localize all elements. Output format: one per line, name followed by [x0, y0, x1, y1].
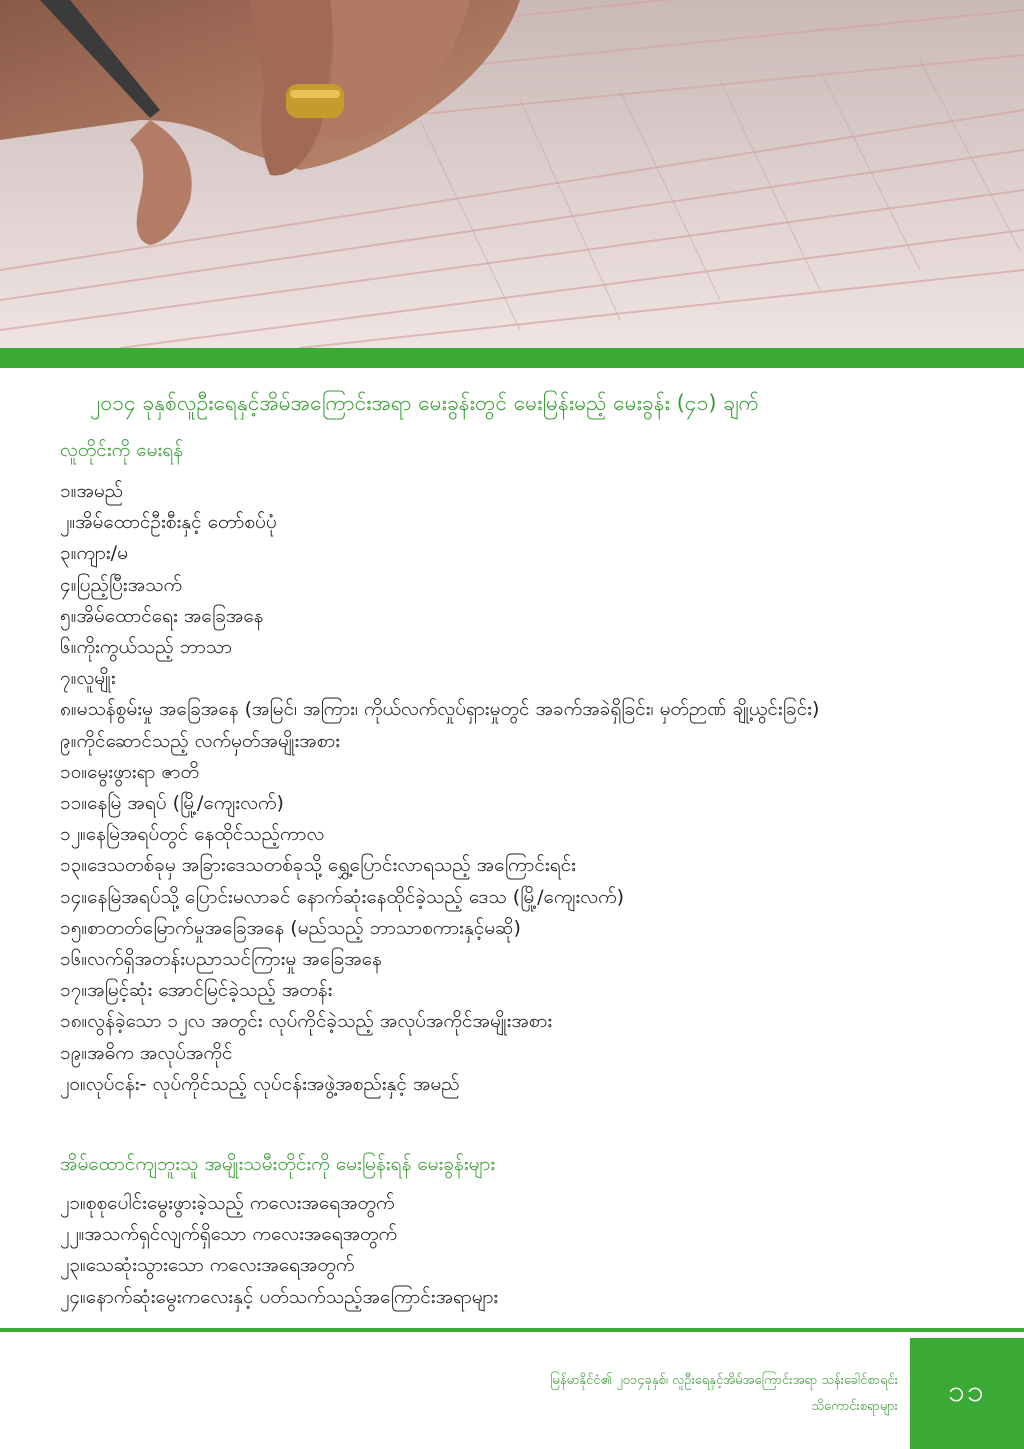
- list-item: ၂၄။ နောက်ဆုံးမွေးကလေးနှင့် ပတ်သက်သည့်အကြောင်းအရာများ: [60, 1285, 499, 1308]
- header-band: [0, 348, 1024, 368]
- list-item: ၆။ ကိုးကွယ်သည့် ဘာသာ: [60, 636, 232, 659]
- section-heading-everyone: လူတိုင်းကို မေးရန်: [60, 439, 184, 461]
- list-item: ၂၃။ သေဆုံးသွားသော ကလေးအရေအတွက်: [60, 1254, 355, 1277]
- list-item: ၂၀။ လုပ်ငန်း- လုပ်ကိုင်သည့် လုပ်ငန်းအဖွဲ့အစည်းနှင့် အမည်: [60, 1072, 460, 1095]
- list-item: ၁၇။ အမြင့်ဆုံး အောင်မြင်ခဲ့သည့် အတန်း: [60, 979, 333, 1002]
- list-item: ၇။ လူမျိုး: [60, 667, 116, 690]
- section-heading-women: အိမ်ထောင်ကျဘူးသူ အမျိုးသမီးတိုင်းကို မေးမြန်းရန် မေးခွန်းများ: [60, 1153, 496, 1175]
- list-item: ၁၃။ ဒေသတစ်ခုမှ အခြားဒေသတစ်ခုသို့ ရွှေ့ပြောင်းလာရသည့် အကြောင်းရင်း: [60, 854, 577, 877]
- footer-publication-subtitle: သိကောင်းစရာများ: [811, 1399, 898, 1414]
- page-number: ၁၁: [910, 1338, 1024, 1449]
- footer-publication-title: မြန်မာနိုင်ငံ၏ ၂၀၁၄ခုနှစ်၊ လူဦးရေနှင့်အိမ်အကြောင်းအရာ သန်းခေါင်စာရင်း: [550, 1373, 898, 1388]
- page-title: ၂၀၁၄ ခုနှစ်လူဦးရေနှင့်အိမ်အကြောင်းအရာ မေးခွန်းတွင် မေးမြန်းမည့် မေးခွန်း (၄၁) ချက်: [90, 391, 759, 415]
- list-item: ၄။ ပြည့်ပြီးအသက်: [60, 573, 183, 596]
- list-item: ၉။ ကိုင်ဆောင်သည့် လက်မှတ်အမျိုးအစား: [60, 729, 341, 752]
- list-item: ၈။ မသန်စွမ်းမှု အခြေအနေ (အမြင်၊ အကြား၊ ကိုယ်လက်လှုပ်ရှားမှုတွင် အခက်အခဲရှိခြင်း၊ မှတ်ဉာဏ် ချို့ယွင်းခြင်း): [60, 698, 820, 721]
- question-list-women: [60, 1188, 960, 1313]
- list-item: ၁၂။ နေမြဲအရပ်တွင် နေထိုင်သည့်ကာလ: [60, 823, 325, 846]
- list-item: ၁။ အမည်: [60, 480, 124, 502]
- list-item: ၁၆။ လက်ရှိအတန်းပညာသင်ကြားမှု အခြေအနေ: [60, 948, 382, 971]
- list-item: ၁၄။ နေမြဲအရပ်သို့ ပြောင်းမလာခင် နောက်ဆုံးနေထိုင်ခဲ့သည့် ဒေသ (မြို့/ကျေးလက်): [60, 885, 625, 908]
- list-item: ၂၁။ စုစုပေါင်းမွေးဖွားခဲ့သည့် ကလေးအရေအတွက်: [60, 1192, 395, 1214]
- list-item: ၃။ ကျား/မ: [60, 542, 128, 565]
- list-item: ၂၂။ အသက်ရှင်လျက်ရှိသော ကလေးအရေအတွက်: [60, 1223, 398, 1246]
- list-item: ၁၁။ နေမြဲ အရပ် (မြို့/ကျေးလက်): [60, 792, 284, 815]
- list-item: ၁၅။ စာတတ်မြောက်မှုအခြေအနေ (မည်သည့် ဘာသာစကားနှင့်မဆို): [60, 916, 521, 939]
- list-item: ၅။ အိမ်ထောင်ရေး အခြေအနေ: [60, 604, 264, 627]
- list-item: ၁၈။ လွန်ခဲ့သော ၁၂လ အတွင်း လုပ်ကိုင်ခဲ့သည့် အလုပ်အကိုင်အမျိုးအစား: [60, 1010, 553, 1033]
- photo-illustration: [0, 0, 1024, 348]
- question-list-everyone: [60, 476, 960, 1100]
- list-item: ၂။ အိမ်ထောင်ဦးစီးနှင့် တော်စပ်ပုံ: [60, 511, 277, 534]
- footer-divider: [0, 1328, 1024, 1332]
- list-item: ၁၉။ အဓိက အလုပ်အကိုင်: [60, 1041, 233, 1064]
- list-item: ၁၀။ မွေးဖွားရာ ဇာတိ: [60, 760, 199, 783]
- header-photo: [0, 0, 1024, 348]
